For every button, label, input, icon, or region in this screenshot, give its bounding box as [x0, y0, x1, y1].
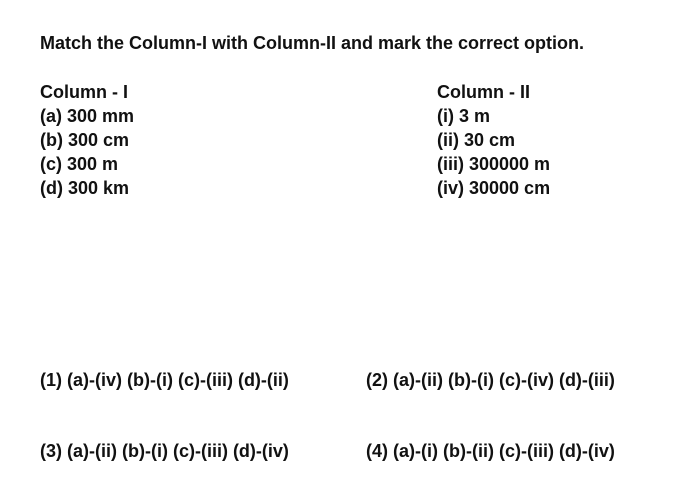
- column-1-item-a: (a) 300 mm: [40, 106, 135, 126]
- column-1-item-b: (b) 300 cm: [40, 130, 130, 150]
- column-2: [437, 80, 550, 200]
- answer-option-2[interactable]: (2) (a)-(ii) (b)-(i) (c)-(iv) (d)-(iii): [366, 370, 615, 390]
- column-2-item-i: (i) 3 m: [437, 106, 491, 126]
- column-1-heading: Column - I: [40, 82, 128, 102]
- column-1-item-c: (c) 300 m: [40, 154, 119, 174]
- answer-option-4[interactable]: (4) (a)-(i) (b)-(ii) (c)-(iii) (d)-(iv): [366, 441, 615, 461]
- answer-option-3[interactable]: (3) (a)-(ii) (b)-(i) (c)-(iii) (d)-(iv): [40, 441, 289, 461]
- column-2-item-iv: (iv) 30000 cm: [437, 178, 551, 198]
- answer-option-1[interactable]: (1) (a)-(iv) (b)-(i) (c)-(iii) (d)-(ii): [40, 370, 289, 390]
- column-1-item-d: (d) 300 km: [40, 178, 130, 198]
- column-1: [40, 80, 134, 200]
- column-2-item-iii: (iii) 300000 m: [437, 154, 551, 174]
- question-text: Match the Column-I with Column-II and mark the correct option.: [40, 33, 585, 53]
- column-2-item-ii: (ii) 30 cm: [437, 130, 516, 150]
- column-2-heading: Column - II: [437, 82, 530, 102]
